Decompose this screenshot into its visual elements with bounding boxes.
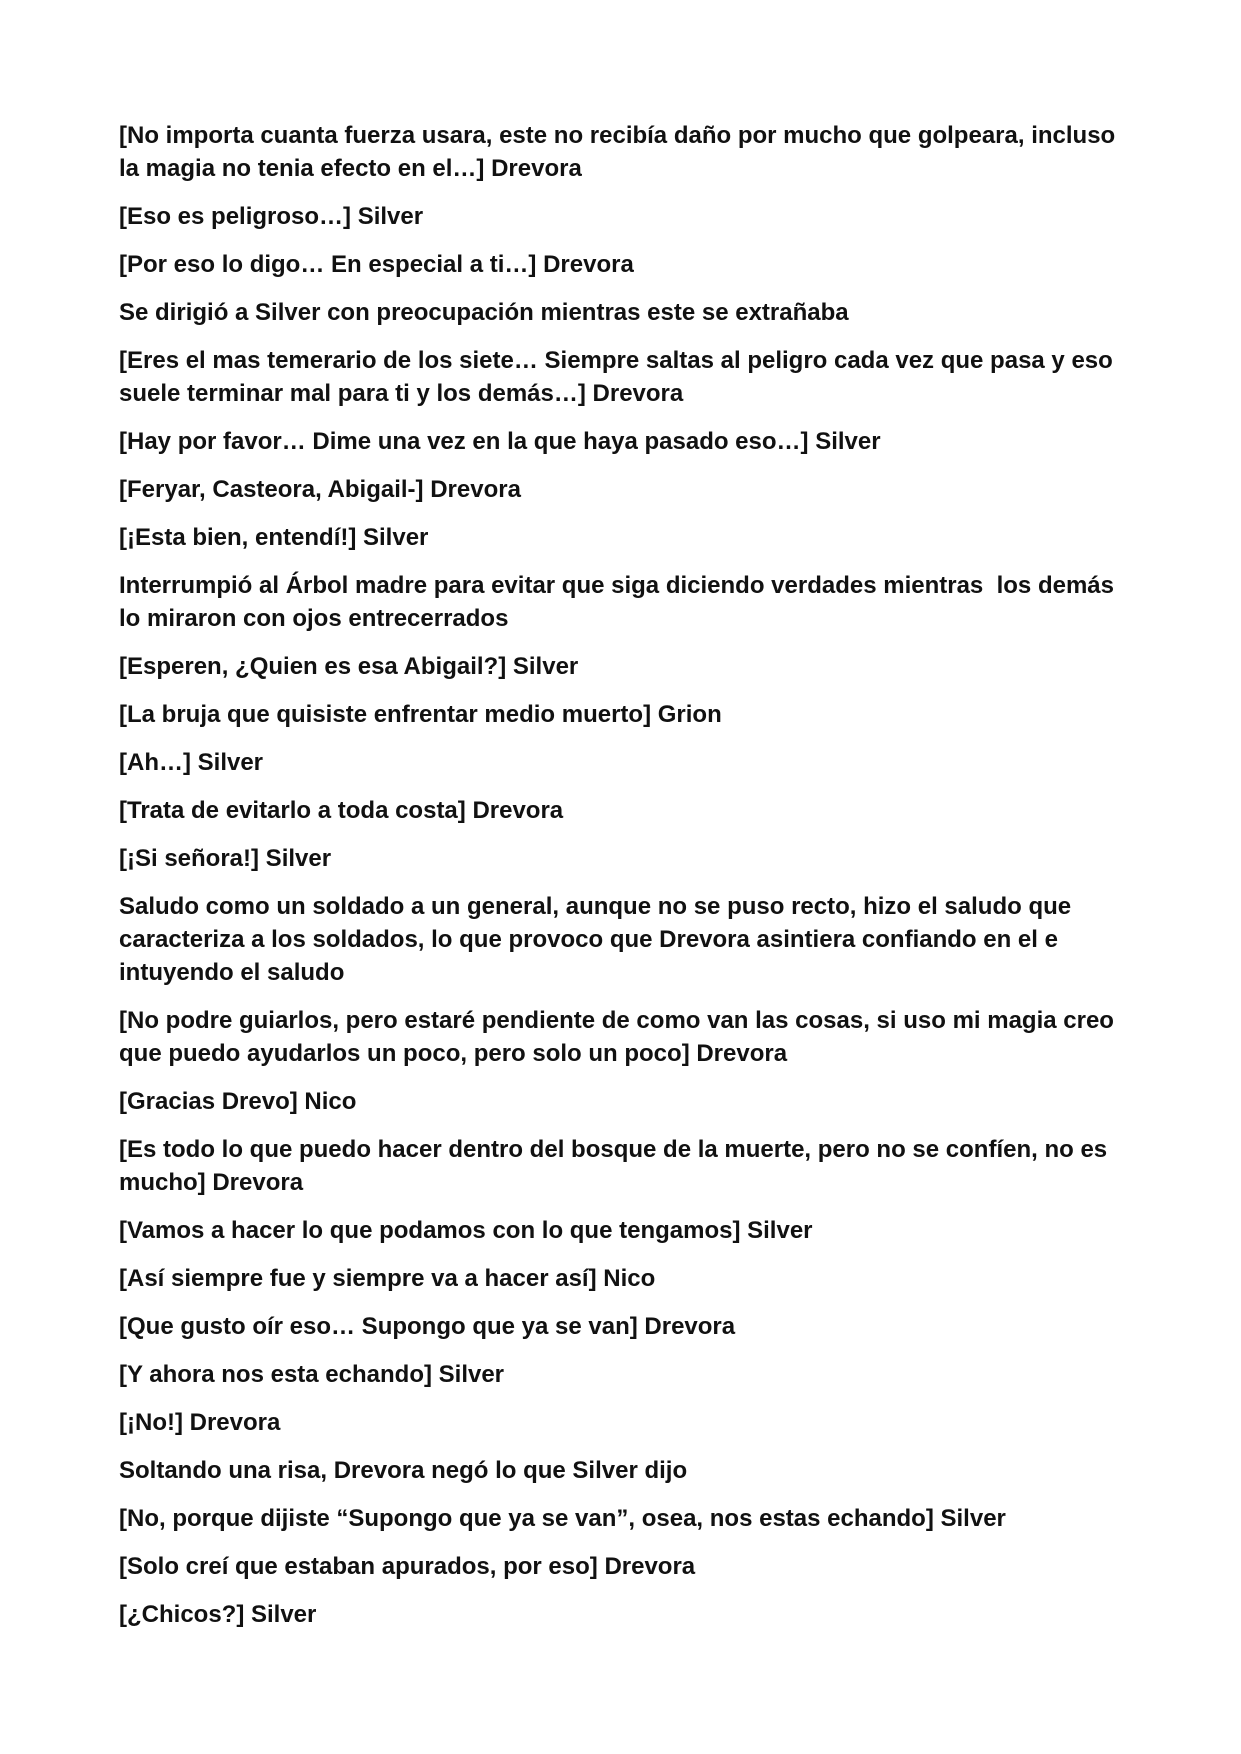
paragraph: [La bruja que quisiste enfrentar medio muerto] Grion [119, 701, 722, 728]
paragraph: [Eres el mas temerario de los siete… Siempre saltas al peligro cada vez que pasa y eso suele terminar mal para ti y los demás…] Drevora [119, 347, 1120, 407]
paragraph: [Solo creí que estaban apurados, por eso] Drevora [119, 1553, 696, 1580]
paragraph: [Así siempre fue y siempre va a hacer así] Nico [119, 1265, 656, 1292]
paragraph: [Ah…] Silver [119, 749, 264, 776]
paragraph: [¡Si señora!] Silver [119, 845, 332, 872]
paragraph: Soltando una risa, Drevora negó lo que Silver dijo [119, 1457, 688, 1484]
paragraph: [Eso es peligroso…] Silver [119, 203, 424, 230]
paragraph: Saludo como un soldado a un general, aunque no se puso recto, hizo el saludo que caracteriza a los soldados, lo que provoco que Drevora asintiera confiando en el e intuyendo el saludo [119, 893, 1078, 986]
paragraph: [Gracias Drevo] Nico [119, 1088, 357, 1115]
paragraph: [¿Chicos?] Silver [119, 1601, 317, 1628]
paragraph: Se dirigió a Silver con preocupación mientras este se extrañaba [119, 299, 849, 326]
paragraph: [¡No!] Drevora [119, 1409, 281, 1436]
paragraph: [No importa cuanta fuerza usara, este no recibía daño por mucho que golpeara, incluso la magia no tenia efecto en el…] Drevora [119, 122, 1122, 182]
paragraph: [Vamos a hacer lo que podamos con lo que tengamos] Silver [119, 1217, 813, 1244]
document-page [119, 119, 1129, 1646]
paragraph: [¡Esta bien, entendí!] Silver [119, 524, 429, 551]
paragraph: [Feryar, Casteora, Abigail-] Drevora [119, 476, 521, 503]
paragraph: [Trata de evitarlo a toda costa] Drevora [119, 797, 564, 824]
paragraph: [Esperen, ¿Quien es esa Abigail?] Silver [119, 653, 579, 680]
paragraph: Interrumpió al Árbol madre para evitar que siga diciendo verdades mientras los demás lo miraron con ojos entrecerrados [119, 572, 1121, 632]
paragraph: [Hay por favor… Dime una vez en la que haya pasado eso…] Silver [119, 428, 881, 455]
paragraph: [Y ahora nos esta echando] Silver [119, 1361, 505, 1388]
paragraph: [No podre guiarlos, pero estaré pendiente de como van las cosas, si uso mi magia creo que puedo ayudarlos un poco, pero solo un poco] Drevora [119, 1007, 1121, 1067]
paragraph: [Es todo lo que puedo hacer dentro del bosque de la muerte, pero no se confíen, no es mucho] Drevora [119, 1136, 1114, 1196]
paragraph: [Por eso lo digo… En especial a ti…] Drevora [119, 251, 634, 278]
paragraph: [Que gusto oír eso… Supongo que ya se van] Drevora [119, 1313, 736, 1340]
paragraph: [No, porque dijiste “Supongo que ya se van”, osea, nos estas echando] Silver [119, 1505, 1006, 1532]
